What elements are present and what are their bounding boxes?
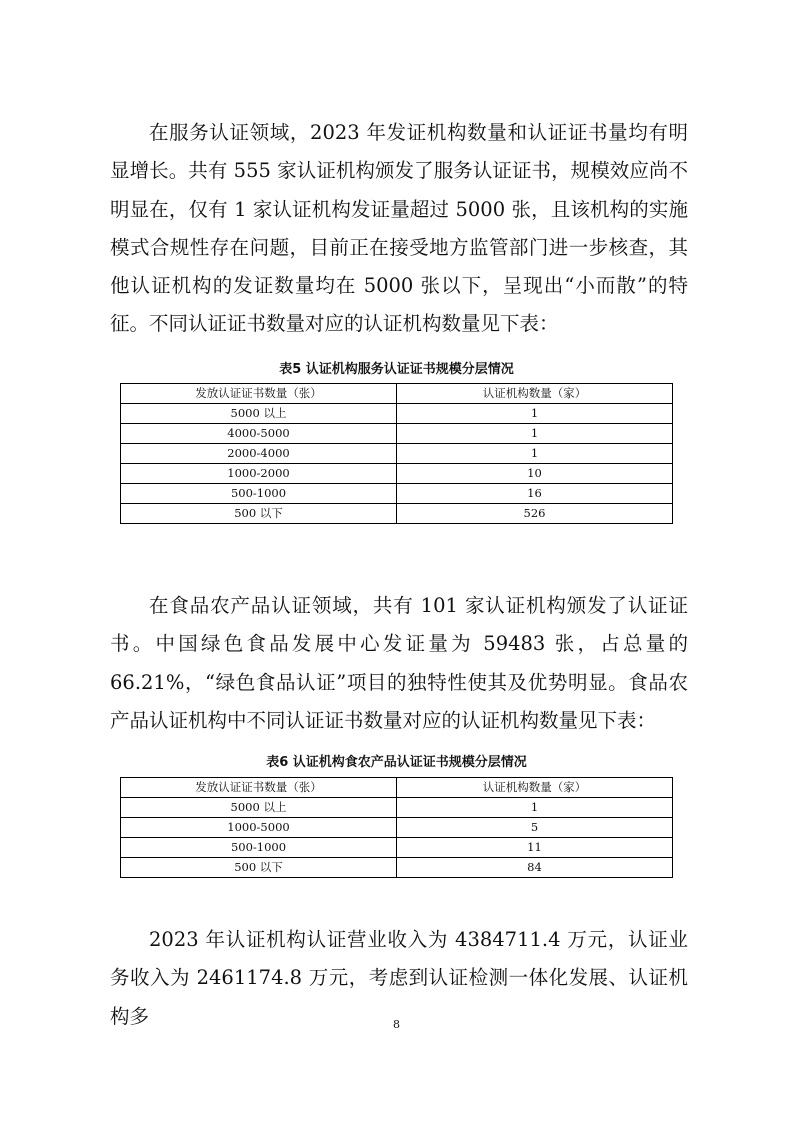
table-cell: 1000-2000 [121,464,397,484]
table-header-row [121,384,673,404]
table-row [121,798,673,818]
table-cell: 5000 以上 [121,798,397,818]
paragraph-food-agriculture-certification: 在食品农产品认证领域，共有 101 家认证机构颁发了认证证书。中国绿色食品发展中心发证量为 59483 张，占总量的 66.21%，“绿色食品认证”项目的独特性使其及优势明显。食品农产品认证机构中不同认证证书数量对应的认证机构数量见下表： [110,594,688,732]
column-header-institution-count: 认证机构数量（家） [397,384,673,404]
column-header-certificate-count: 发放认证证书数量（张） [121,778,397,798]
table-cell: 5000 以上 [121,404,397,424]
table-cell: 16 [397,484,673,504]
table-cell: 4000-5000 [121,424,397,444]
table5 [120,383,673,524]
table-cell: 1000-5000 [121,818,397,838]
table-row [121,838,673,858]
table-cell: 84 [397,858,673,878]
table-cell: 10 [397,464,673,484]
table-cell: 2000-4000 [121,444,397,464]
table-cell: 500-1000 [121,838,397,858]
table-cell: 11 [397,838,673,858]
table-row [121,484,673,504]
table-cell: 1 [397,404,673,424]
table-row [121,464,673,484]
table-cell: 5 [397,818,673,838]
page-number: 8 [393,1018,400,1031]
paragraph-service-certification: 在服务认证领域，2023 年发证机构数量和认证证书量均有明显增长。共有 555 家认证机构颁发了服务认证证书，规模效应尚不明显在，仅有 1 家认证机构发证量超过 5000 张，且该机构的实施模式合规性存在问题，目前正在接受地方监管部门进一步核查，其他认证机构的发证数量均在 5000 张以下，呈现出“小而散”的特征。不同认证证书数量对应的认证机构数量见下表： [110,121,688,336]
table-row [121,504,673,524]
table-header-row [121,778,673,798]
table-cell: 526 [397,504,673,524]
table-row [121,424,673,444]
table-cell: 500-1000 [121,484,397,504]
column-header-institution-count: 认证机构数量（家） [397,778,673,798]
table5-caption: 表5 认证机构服务认证证书规模分层情况 [279,362,514,377]
table-row [121,444,673,464]
table-row [121,858,673,878]
table-cell: 500 以下 [121,504,397,524]
table-cell: 1 [397,798,673,818]
paragraph-revenue: 2023 年认证机构认证营业收入为 4384711.4 万元，认证业务收入为 2461174.8 万元，考虑到认证检测一体化发展、认证机构多 [110,928,688,1028]
table-row [121,404,673,424]
table-cell: 500 以下 [121,858,397,878]
table-row [121,818,673,838]
table-cell: 1 [397,444,673,464]
column-header-certificate-count: 发放认证证书数量（张） [121,384,397,404]
table6 [120,777,673,878]
table6-caption: 表6 认证机构食农产品认证证书规模分层情况 [266,755,527,770]
table-cell: 1 [397,424,673,444]
